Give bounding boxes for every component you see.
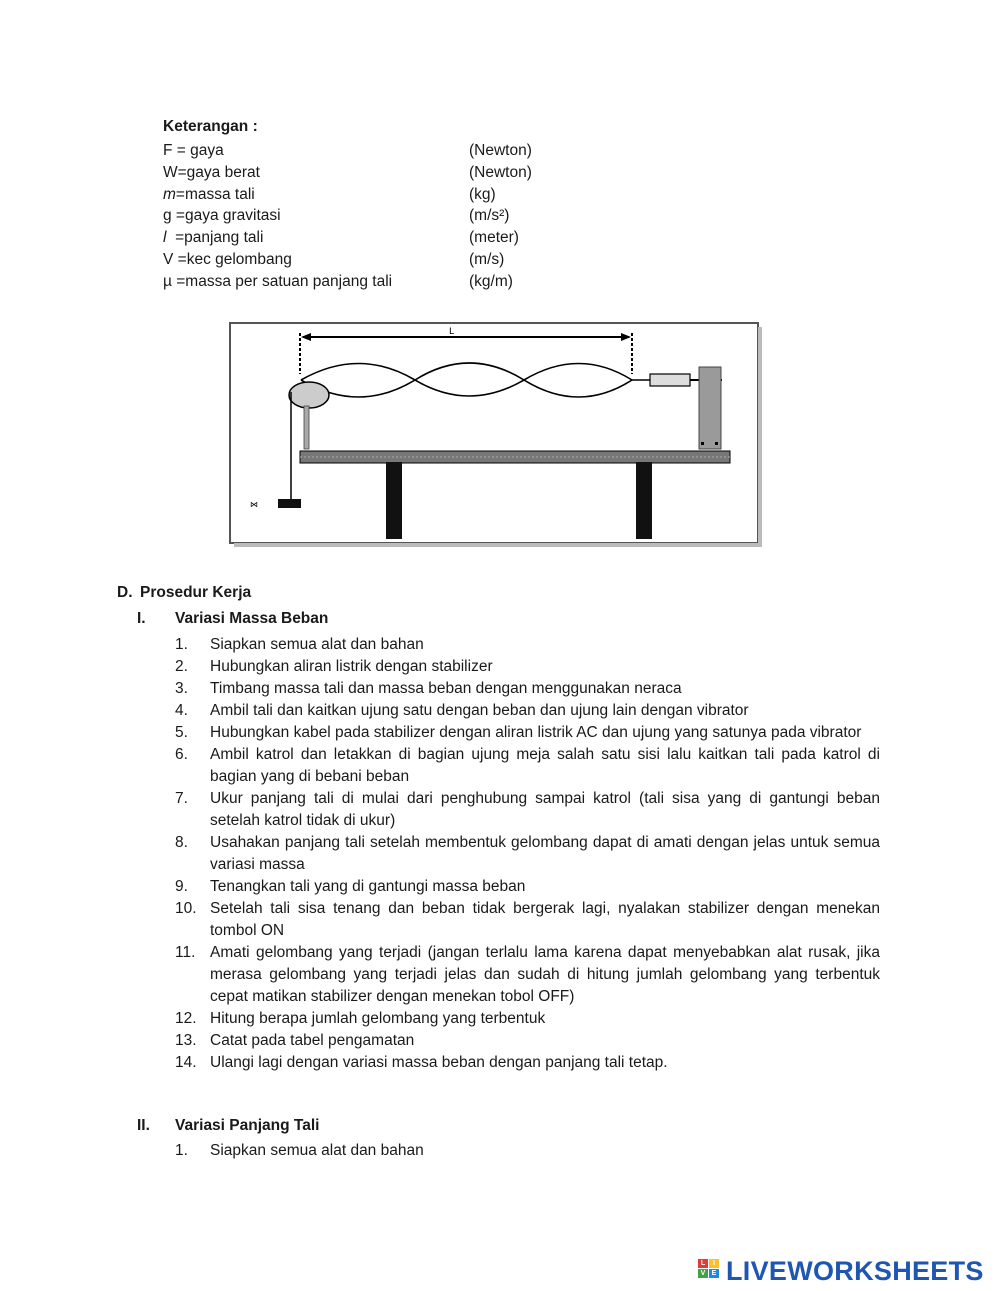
wave-apparatus-figure: [229, 322, 763, 548]
vibrator-stand: [699, 367, 721, 449]
procedure-step: [175, 942, 880, 1008]
legend-symbol: m: [163, 185, 176, 203]
vibrator: [650, 374, 690, 386]
step-text: Ulangi lagi dengan variasi massa beban dengan panjang tali tetap.: [210, 1054, 668, 1071]
step-number: 1.: [175, 1142, 188, 1159]
legend-text: µ =massa per satuan panjang tali: [163, 272, 393, 290]
step-text: Timbang massa tali dan massa beban dengan menggunakan neraca: [210, 680, 682, 697]
procedure-step: [175, 700, 880, 722]
pulley: [289, 382, 329, 408]
legend-unit: (m/s²): [469, 207, 510, 225]
step-text: Siapkan semua alat dan bahan: [210, 1142, 424, 1159]
step-text: Siapkan semua alat dan bahan: [210, 636, 424, 653]
step-number: 9.: [175, 878, 188, 895]
legend-text: =massa tali: [175, 185, 255, 203]
step-number: 12.: [175, 1010, 197, 1027]
step-text: Ambil katrol dan letakkan di bagian ujung meja salah satu sisi lalu kaitkan tali pada katrol di bagian yang di bebani beban: [210, 746, 880, 785]
legend-text: V =kec gelombang: [163, 251, 292, 268]
legend-description: [163, 184, 255, 206]
step-number: 6.: [175, 746, 188, 763]
legend-unit: (meter): [469, 229, 519, 247]
legend-unit: (Newton): [469, 142, 532, 159]
table-leg-right: [636, 462, 652, 539]
legend-text: =panjang tali: [166, 229, 264, 247]
procedure-step: [175, 1008, 880, 1030]
legend-unit: (Newton): [469, 163, 532, 181]
step-number: 4.: [175, 702, 188, 719]
legend-title: Keterangan :: [163, 118, 258, 135]
procedure-step: [175, 1140, 880, 1162]
legend-description: [163, 271, 392, 293]
step-text: Usahakan panjang tali setelah membentuk gelombang dapat di amati dengan jelas untuk semua variasi massa: [210, 834, 880, 873]
legend-symbol: l: [163, 229, 167, 247]
step-text: Setelah tali sisa tenang dan beban tidak bergerak lagi, nyalakan stabilizer dengan menekan tombol ON: [210, 900, 880, 939]
legend-description: [163, 140, 224, 162]
procedure-step: [175, 722, 880, 744]
legend-unit: (m/s): [469, 251, 505, 268]
procedure-step: [175, 744, 880, 788]
step-number: 14.: [175, 1054, 197, 1071]
step-number: 13.: [175, 1032, 197, 1049]
legend-description: [163, 249, 292, 271]
procedure-step: [175, 1030, 880, 1052]
procedure-step: [175, 876, 880, 898]
step-number: 1.: [175, 636, 188, 653]
legend-description: [163, 227, 263, 249]
step-text: Hitung berapa jumlah gelombang yang terbentuk: [210, 1010, 546, 1027]
procedure-step: [175, 656, 880, 678]
procedure-step: [175, 832, 880, 876]
step-text: Hubungkan kabel pada stabilizer dengan aliran listrik AC dan ujung yang satunya pada vibrator: [210, 724, 862, 741]
legend-text: g =gaya gravitasi: [163, 207, 281, 225]
step-number: 7.: [175, 790, 188, 807]
step-text: Amati gelombang yang terjadi (jangan terlalu lama karena dapat menyebabkan alat rusak, jika merasa gelombang yang terjadi jelas dan sudah di hitung jumlah gelombang yang terbentuk cepat matikan stabilizer dengan menekan tobol OFF): [210, 944, 880, 1005]
procedure-step: [175, 678, 880, 700]
length-label: L: [449, 327, 455, 337]
table-leg-left: [386, 462, 402, 539]
legend-description: [163, 162, 260, 184]
step-text: Tenangkan tali yang di gantungi massa beban: [210, 878, 526, 895]
procedure-step: [175, 634, 880, 656]
step-text: Catat pada tabel pengamatan: [210, 1032, 415, 1049]
step-text: Ukur panjang tali di mulai dari penghubung sampai katrol (tali sisa yang di gantungi beban setelah katrol tidak di ukur): [210, 790, 880, 829]
procedure-step: [175, 788, 880, 832]
svg-text:⋈: ⋈: [250, 500, 258, 509]
step-text: Ambil tali dan kaitkan ujung satu dengan beban dan ujung lain dengan vibrator: [210, 702, 749, 719]
step-number: 8.: [175, 834, 188, 851]
legend-text: W=gaya berat: [163, 163, 260, 181]
step-number: 2.: [175, 658, 188, 675]
legend-text: F = gaya: [163, 142, 224, 159]
step-number: 5.: [175, 724, 188, 741]
hanging-mass: [278, 499, 301, 508]
step-number: 3.: [175, 680, 188, 697]
procedure-step: [175, 898, 880, 942]
step-number: 11.: [175, 944, 196, 961]
legend-unit: (kg): [469, 185, 496, 203]
legend-description: [163, 205, 281, 227]
step-text: Hubungkan aliran listrik dengan stabilizer: [210, 658, 493, 675]
step-number: 10.: [175, 900, 197, 917]
procedure-step: [175, 1052, 880, 1074]
legend-unit: (kg/m): [469, 272, 513, 290]
steps-list-2: [175, 1140, 880, 1162]
steps-list-1: [175, 634, 880, 1074]
